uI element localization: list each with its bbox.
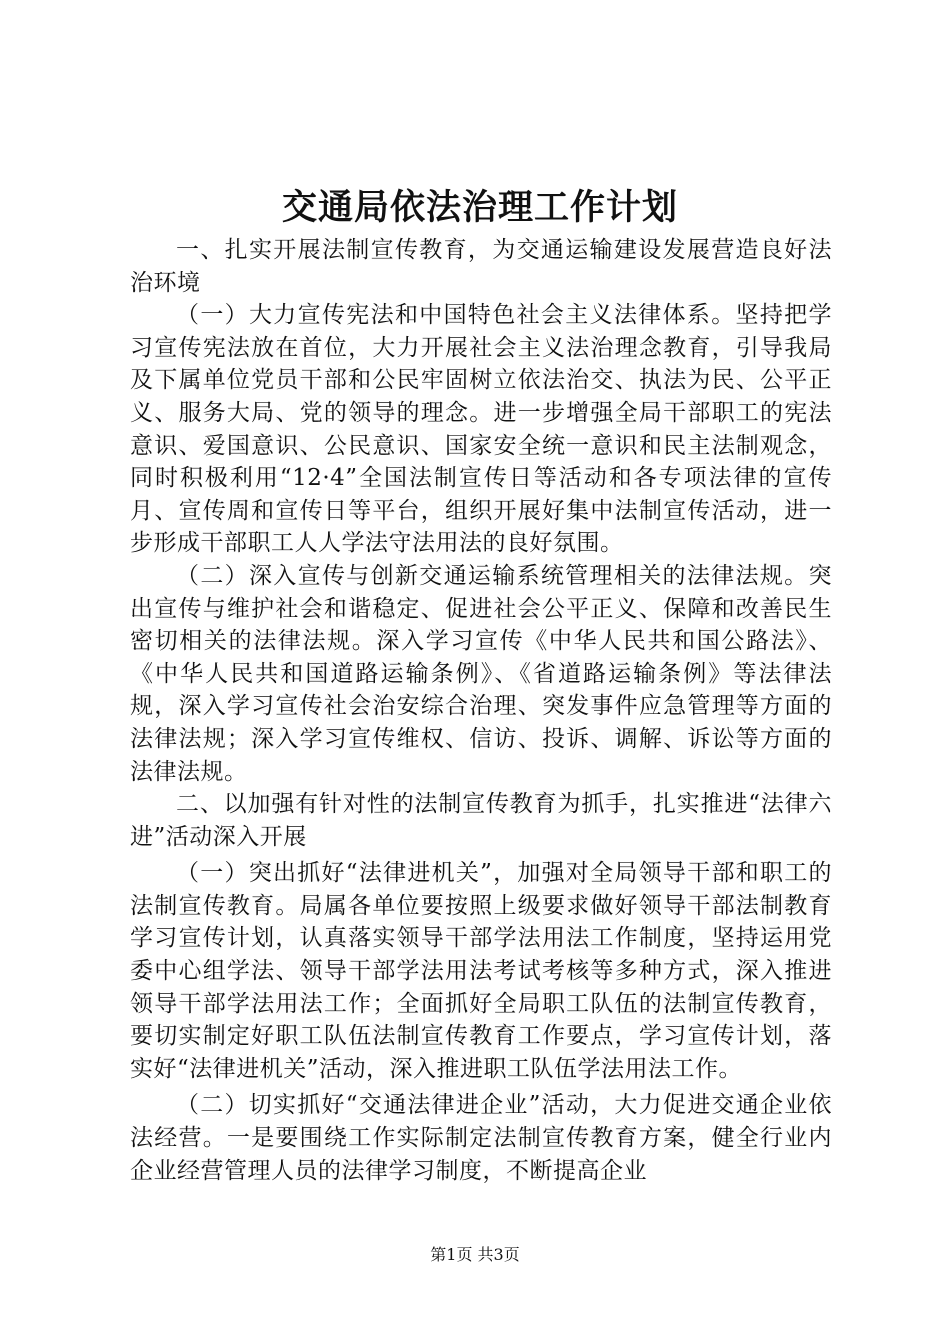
heading-section-2: 二、以加强有针对性的法制宣传教育为抓手，扎实推进“法律六进”活动深入开展 [130, 791, 832, 850]
page-number-footer: 第1页 共3页 [430, 1245, 520, 1264]
document-body [130, 234, 832, 1187]
paragraph-1-2: （二）深入宣传与创新交通运输系统管理相关的法律法规。突出宣传与维护社会和谐稳定、促进社会公平正义、保障和改善民生密切相关的法律法规。深入学习宣传《中华人民共和国公路法》、《中华人民共和国道路运输条例》、《省道路运输条例》等法律法规，深入学习宣传社会治安综合治理、突发事件应急管理等方面的法律法规；深入学习宣传维权、信访、投诉、调解、诉讼等方面的法律法规。 [130, 562, 832, 785]
heading-section-1: 一、扎实开展法制宣传教育，为交通运输建设发展营造良好法治环境 [130, 237, 832, 296]
document-title: 交通局依法治理工作计划 [281, 187, 678, 228]
paragraph-2-1: （一）突出抓好“法律进机关”，加强对全局领导干部和职工的法制宣传教育。局属各单位要按照上级要求做好领导干部法制教育学习宣传计划，认真落实领导干部学法用法工作制度，坚持运用党委中心组学法、领导干部学法用法考试考核等多种方式，深入推进领导干部学法用法工作；全面抓好全局职工队伍的法制宣传教育，要切实制定好职工队伍法制宣传教育工作要点，学习宣传计划，落实好“法律进机关”活动，深入推进职工队伍学法用法工作。 [130, 860, 832, 1082]
paragraph-1-1: （一）大力宣传宪法和中国特色社会主义法律体系。坚持把学习宣传宪法放在首位，大力开展社会主义法治理念教育，引导我局及下属单位党员干部和公民牢固树立依法治交、执法为民、公平正义、服务大局、党的领导的理念。进一步增强全局干部职工的宪法意识、爱国意识、公民意识、国家安全统一意识和民主法制观念，同时积极利用“12·4”全国法制宣传日等活动和各专项法律的宣传月、宣传周和宣传日等平台，组织开展好集中法制宣传活动，进一步形成干部职工人人学法守法用法的良好氛围。 [130, 302, 832, 557]
paragraph-2-2: （二）切实抓好“交通法律进企业”活动，大力促进交通企业依法经营。一是要围绕工作实际制定法制宣传教育方案，健全行业内企业经营管理人员的法律学习制度，不断提高企业 [130, 1092, 832, 1184]
